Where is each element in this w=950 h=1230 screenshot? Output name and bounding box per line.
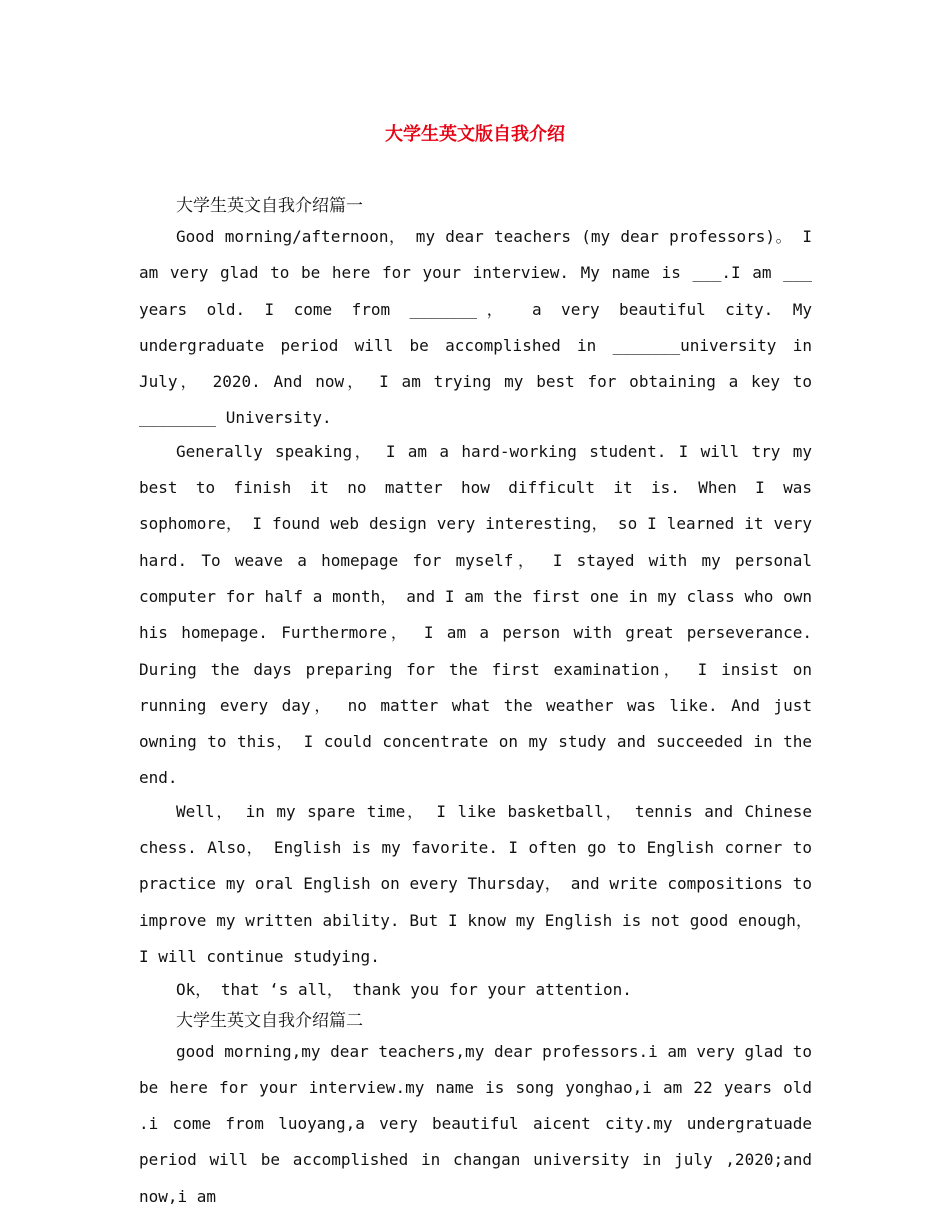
section-1-paragraph-1: Good morning/afternoon， my dear teachers (my dear professors)。 I am very glad to be here for your interview. My name is ___.I am ___ years old. I come from _______， a very beautiful city. My undergraduate period will be accomplished in _______university in July， 2020. And now， I am trying my best for obtaining a key to ________ University. bbox=[139, 227, 813, 428]
section-1-paragraph-3: Well， in my spare time， I like basketball， tennis and Chinese chess. Also， English is my favorite. I often go to English corner to practice my oral English on every Thursday， and write compositions to improve my written ability. But I know my English is not good enough， I will continue studying. bbox=[139, 801, 812, 966]
document-body bbox=[139, 192, 812, 1215]
section-1-paragraph-4: Ok， that ‘s all， thank you for your attention. bbox=[176, 980, 632, 1000]
section-1-heading: 大学生英文自我介绍篇一 bbox=[176, 196, 363, 216]
section-2-paragraph-1: good morning,my dear teachers,my dear professors.i am very glad to be here for your interview.my name is song yonghao,i am 22 years old .i come from luoyang,a very beautiful aicent city.my undergratuade period will be accomplished in changan university in july ,2020;and now,i am bbox=[139, 1041, 812, 1206]
section-1-paragraph-2: Generally speaking， I am a hard-working student. I will try my best to finish it no matter how difficult it is. When I was sophomore， I found web design very interesting， so I learned it very hard. To weave a homepage for myself， I stayed with my personal computer for half a month， and I am the first one in my class who own his homepage. Furthermore， I am a person with great perseverance. During the days preparing for the first examination， I insist on running every day， no matter what the weather was like. And just owning to this， I could concentrate on my study and succeeded in the end. bbox=[139, 441, 812, 788]
document-title: 大学生英文版自我介绍 bbox=[385, 124, 565, 145]
section-2-heading: 大学生英文自我介绍篇二 bbox=[176, 1010, 363, 1031]
